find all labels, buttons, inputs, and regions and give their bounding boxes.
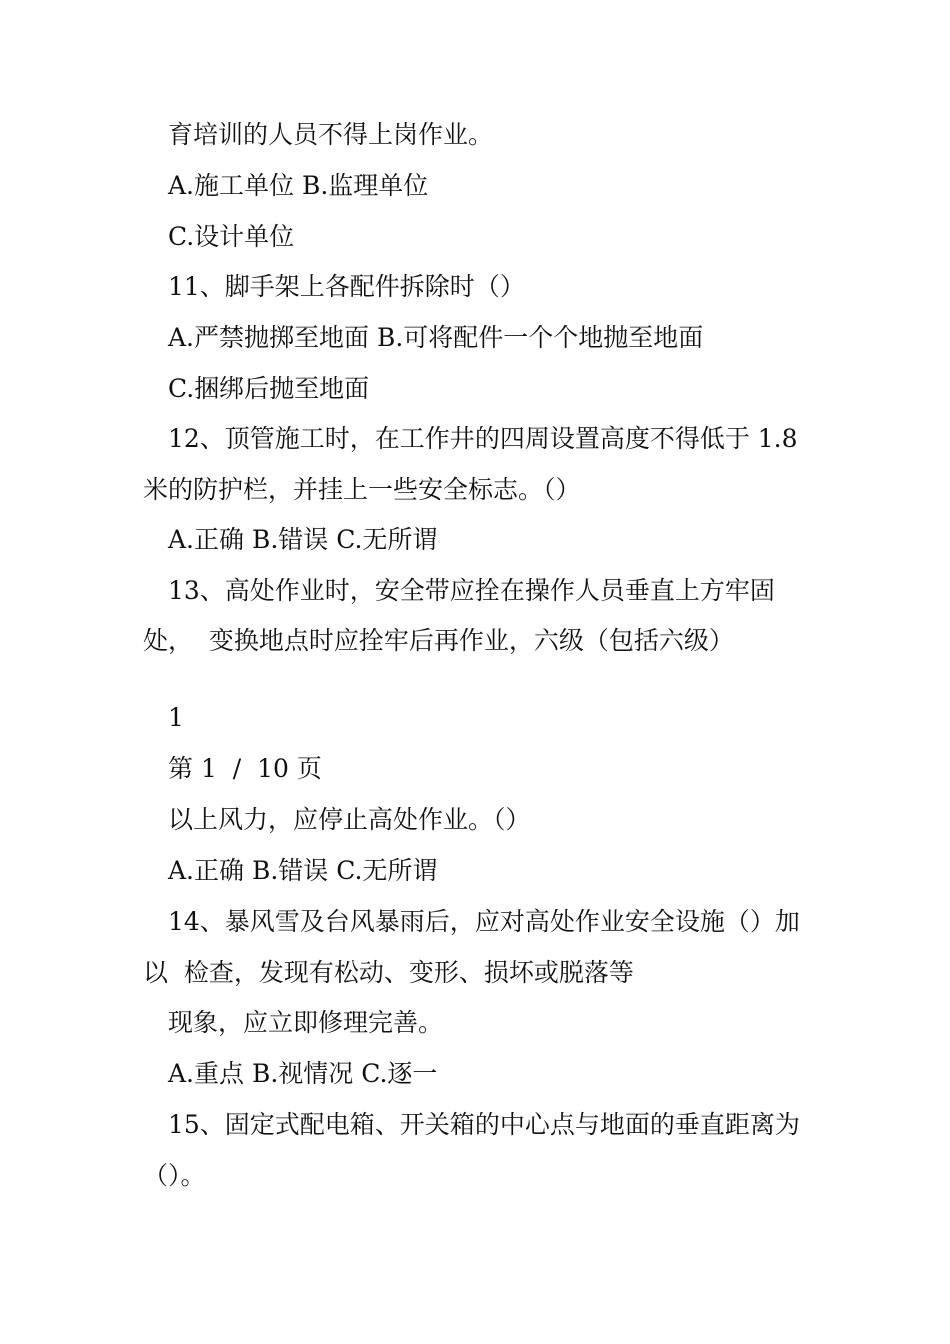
question-12-options: A.正确 B.错误 C.无所谓 [168, 525, 438, 554]
text-line-1: 育培训的人员不得上岗作业。 [168, 120, 494, 149]
question-15-continued: （）。 [143, 1161, 206, 1190]
question-13-end: 以上风力，应停止高处作业。（） [168, 805, 531, 834]
question-11-option-c: C.捆绑后抛至地面 [168, 374, 370, 403]
text-line-2: A.施工单位 B.监理单位 [168, 171, 429, 200]
question-14-end: 现象，应立即修理完善。 [168, 1008, 444, 1037]
text-line-3: C.设计单位 [168, 222, 295, 251]
question-11-options-ab: A.严禁抛掷至地面 B.可将配件一个个地抛至地面 [168, 323, 704, 352]
page-footer: 第 1 / 10 页 [168, 754, 322, 783]
question-12: 12、顶管施工时，在工作井的四周设置高度不得低于 1.8 [168, 424, 798, 453]
question-13: 13、高处作业时，安全带应拴在操作人员垂直上方牢固 [168, 576, 775, 605]
question-14-options: A.重点 B.视情况 C.逐一 [168, 1059, 438, 1088]
page-number: 1 [168, 703, 184, 732]
question-15: 15、固定式配电箱、开关箱的中心点与地面的垂直距离为 [168, 1110, 800, 1139]
question-11: 11、脚手架上各配件拆除时（） [168, 272, 525, 301]
question-13-continued: 处， 变换地点时应拴牢后再作业，六级（包括六级） [143, 626, 734, 655]
question-14: 14、暴风雪及台风暴雨后，应对高处作业安全设施（）加 [168, 907, 800, 936]
question-14-continued: 以 检查，发现有松动、变形、损坏或脱落等 [143, 958, 634, 987]
question-13-options: A.正确 B.错误 C.无所谓 [168, 856, 438, 885]
question-12-continued: 米的防护栏，并挂上一些安全标志。（） [143, 475, 581, 504]
